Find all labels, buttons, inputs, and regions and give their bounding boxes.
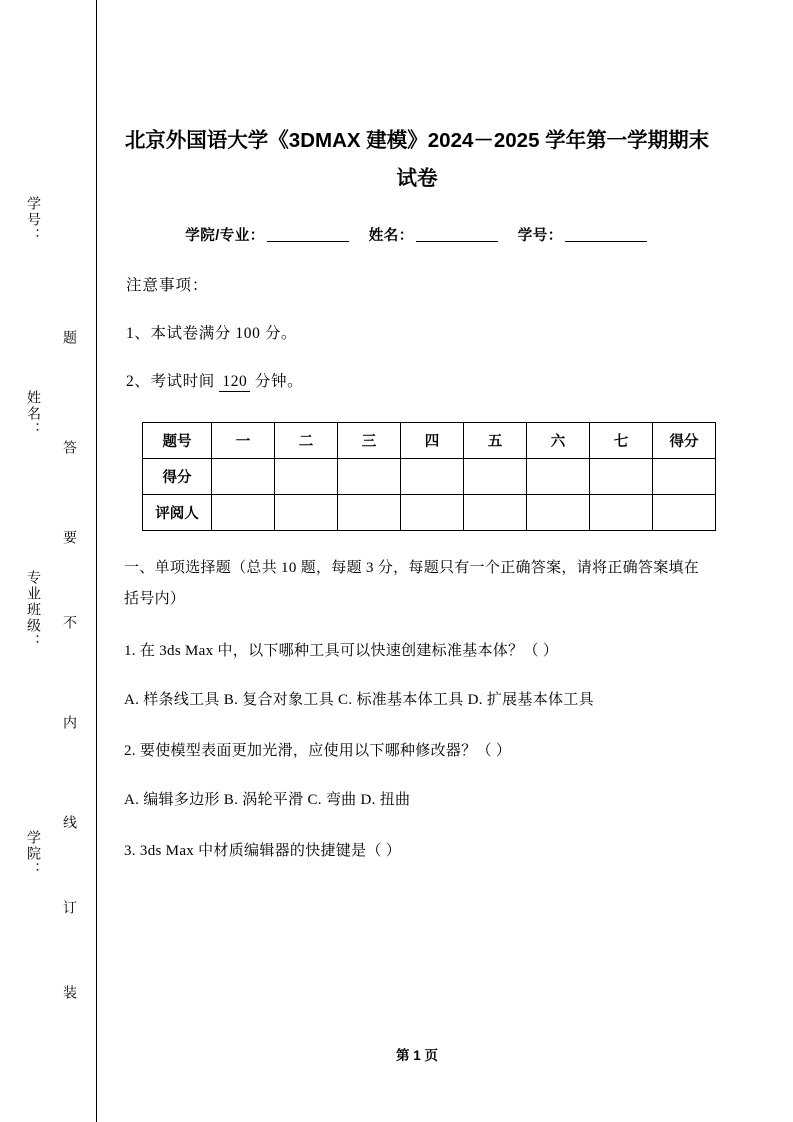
score-row-0-cell-6[interactable] <box>590 459 653 495</box>
field-college-major-label: 学院/专业： <box>185 228 265 244</box>
margin-seal-char-2: 答 <box>62 440 78 468</box>
question-1-stem: 1. 在 3ds Max 中，以下哪种工具可以快速创建标准基本体？（ ） <box>124 643 559 659</box>
margin-seal-char-6: 线 <box>62 815 78 843</box>
page-title: 北京外国语大学《3DMAX 建模》2024－2025 学年第一学期期末试卷 <box>124 129 710 190</box>
score-table <box>142 422 716 531</box>
score-row-0-cell-0[interactable] <box>212 459 275 495</box>
margin-seal-char-3: 要 <box>62 530 78 558</box>
field-name-input[interactable] <box>416 241 498 242</box>
note-item-2-pre: 2、考试时间 <box>126 373 215 390</box>
field-college-major-input[interactable] <box>267 241 349 242</box>
score-row-0-cell-1[interactable] <box>275 459 338 495</box>
score-row-0-label: 得分 <box>143 459 212 495</box>
note-item-2-duration: 120 <box>219 373 250 392</box>
section-heading-one: 一、单项选择题（总共 10 题，每题 3 分，每题只有一个正确答案，请将正确答案填在括号内） <box>124 560 700 607</box>
field-student-id <box>518 228 649 244</box>
field-name <box>369 228 500 244</box>
field-college-major <box>185 228 351 244</box>
score-header-4: 四 <box>401 423 464 459</box>
notes-heading: 注意事项： <box>126 277 209 294</box>
score-header-2: 二 <box>275 423 338 459</box>
score-row-0-cell-7[interactable] <box>653 459 716 495</box>
score-row-1-cell-4[interactable] <box>464 495 527 531</box>
score-row-1-cell-5[interactable] <box>527 495 590 531</box>
margin-label-name: 姓名： <box>26 390 42 438</box>
table-row <box>143 495 716 531</box>
margin-label-class: 专业班级： <box>26 570 42 650</box>
question-1-options: A. 样条线工具 B. 复合对象工具 C. 标准基本体工具 D. 扩展基本体工具 <box>124 692 594 708</box>
score-header-5: 五 <box>464 423 527 459</box>
score-row-0-cell-5[interactable] <box>527 459 590 495</box>
margin-label-student-id: 学号： <box>26 196 42 244</box>
table-row <box>143 459 716 495</box>
score-row-0-cell-2[interactable] <box>338 459 401 495</box>
exam-page <box>124 0 710 1122</box>
score-header-7: 七 <box>590 423 653 459</box>
score-row-1-cell-6[interactable] <box>590 495 653 531</box>
score-header-8: 得分 <box>653 423 716 459</box>
score-row-0-cell-3[interactable] <box>401 459 464 495</box>
field-name-label: 姓名： <box>368 228 414 244</box>
margin-seal-char-4: 不 <box>62 615 78 643</box>
score-row-1-label: 评阅人 <box>143 495 212 531</box>
margin-seal-char-8: 装 <box>62 985 78 1013</box>
score-header-1: 一 <box>212 423 275 459</box>
note-item-2 <box>126 369 710 392</box>
note-item-1: 1、本试卷满分 100 分。 <box>126 325 298 342</box>
score-header-3: 三 <box>338 423 401 459</box>
left-margin-rule <box>96 0 97 1122</box>
score-row-1-cell-0[interactable] <box>212 495 275 531</box>
margin-seal-char-1: 题 <box>62 330 78 358</box>
table-row-header <box>143 423 716 459</box>
field-student-id-input[interactable] <box>565 241 647 242</box>
margin-seal-char-5: 内 <box>62 715 78 743</box>
margin-label-college: 学院： <box>26 830 42 878</box>
margin-seal-char-7: 订 <box>62 900 78 928</box>
question-3-stem: 3. 3ds Max 中材质编辑器的快捷键是（ ） <box>124 843 402 859</box>
question-2-stem: 2. 要使模型表面更加光滑，应使用以下哪种修改器？（ ） <box>124 743 512 759</box>
field-student-id-label: 学号： <box>517 228 563 244</box>
score-row-1-cell-2[interactable] <box>338 495 401 531</box>
page-footer: 第 1 页 <box>395 1048 438 1063</box>
score-row-0-cell-4[interactable] <box>464 459 527 495</box>
score-row-1-cell-1[interactable] <box>275 495 338 531</box>
score-row-1-cell-7[interactable] <box>653 495 716 531</box>
question-2-options: A. 编辑多边形 B. 涡轮平滑 C. 弯曲 D. 扭曲 <box>124 792 411 808</box>
score-header-6: 六 <box>527 423 590 459</box>
score-row-1-cell-3[interactable] <box>401 495 464 531</box>
student-info-line <box>124 224 710 245</box>
score-header-0: 题号 <box>143 423 212 459</box>
note-item-2-post: 分钟。 <box>254 373 304 390</box>
